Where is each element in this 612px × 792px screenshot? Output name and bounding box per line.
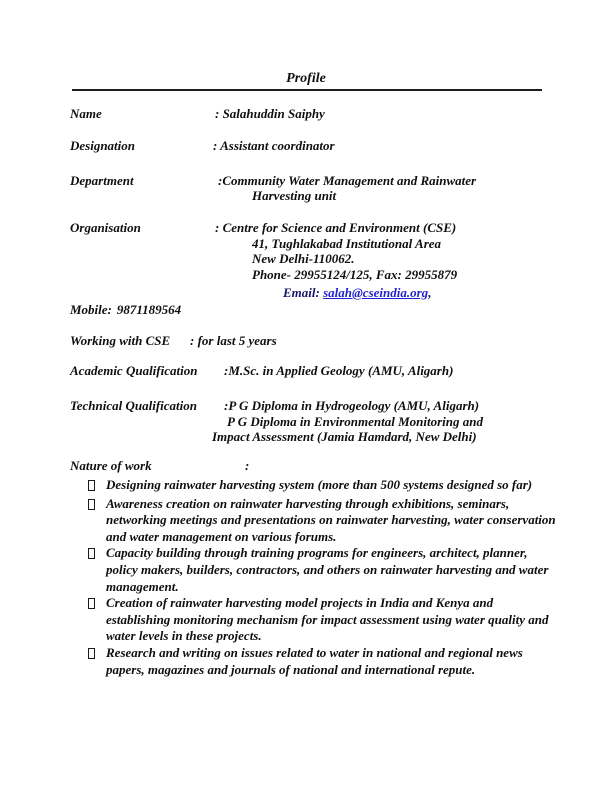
nature-item-text: Capacity building through training programs for engineers, architect, planner, policy makers, builders, contractors, and others on rainwater harvesting and water management.: [106, 545, 549, 594]
organisation-email-line: [283, 285, 431, 300]
page-title: Profile: [286, 71, 326, 86]
technical-qualification-line3: Impact Assessment (Jamia Hamdard, New Delhi): [212, 429, 477, 444]
list-item: [88, 645, 557, 678]
technical-qualification-line1: :P G Diploma in Hydrogeology (AMU, Aligarh): [224, 398, 480, 413]
department-value-line1: :Community Water Management and Rainwater: [218, 173, 477, 188]
list-item: [88, 496, 557, 546]
name-label: Name: [70, 106, 102, 121]
technical-qualification-line2: P G Diploma in Environmental Monitoring and: [227, 414, 483, 429]
working-with-cse-value: : for last 5 years: [190, 333, 277, 348]
organisation-phone-fax: Phone- 29955124/125, Fax: 29955879: [252, 267, 458, 282]
working-with-cse-label: Working with CSE: [70, 333, 171, 348]
bullet-square-icon: [88, 480, 95, 491]
email-label: Email:: [283, 285, 320, 300]
department-value-line2: Harvesting unit: [252, 188, 337, 203]
mobile-value: 9871189564: [116, 302, 182, 317]
name-value: : Salahuddin Saiphy: [215, 106, 325, 121]
email-link[interactable]: salah@cseindia.org: [323, 285, 429, 300]
organisation-label: Organisation: [70, 220, 141, 235]
organisation-value: : Centre for Science and Environment (CSE): [215, 220, 457, 235]
bullet-square-icon: [88, 499, 95, 510]
bullet-square-icon: [88, 648, 95, 659]
nature-item-text: Creation of rainwater harvesting model projects in India and Kenya and establishing monitoring mechanism for impact assessment using water quality and water levels in these projects.: [106, 595, 549, 644]
department-label: Department: [70, 173, 134, 188]
mobile-label: Mobile:: [70, 302, 112, 317]
bullet-square-icon: [88, 598, 95, 609]
title-underline-rule: [72, 89, 542, 91]
nature-item-text: Awareness creation on rainwater harvesting through exhibitions, seminars, networking meetings and presentations on rainwater harvesting, water conservation and water management on various forums.: [106, 495, 556, 544]
list-item: [88, 595, 557, 645]
academic-qualification-value: :M.Sc. in Applied Geology (AMU, Aligarh): [224, 363, 454, 378]
designation-label: Designation: [70, 138, 136, 153]
designation-value: : Assistant coordinator: [213, 138, 335, 153]
academic-qualification-label: Academic Qualification: [70, 363, 198, 378]
list-item: [88, 477, 557, 496]
mobile-line: [70, 302, 181, 317]
list-item: [88, 545, 557, 595]
technical-qualification-label: Technical Qualification: [70, 398, 197, 413]
nature-item-text: Research and writing on issues related to water in national and regional news papers, magazines and journals of national and international repute.: [106, 644, 523, 677]
organisation-address-line1: 41, Tughlakabad Institutional Area: [252, 236, 442, 251]
email-trailing-comma: ,: [428, 285, 432, 300]
nature-of-work-label: Nature of work: [70, 458, 152, 473]
organisation-address-line2: New Delhi-110062.: [252, 251, 355, 266]
nature-item-text: Designing rainwater harvesting system (more than 500 systems designed so far): [106, 477, 533, 492]
bullet-square-icon: [88, 548, 95, 559]
nature-of-work-list: [88, 477, 557, 678]
nature-of-work-colon: :: [245, 458, 250, 473]
